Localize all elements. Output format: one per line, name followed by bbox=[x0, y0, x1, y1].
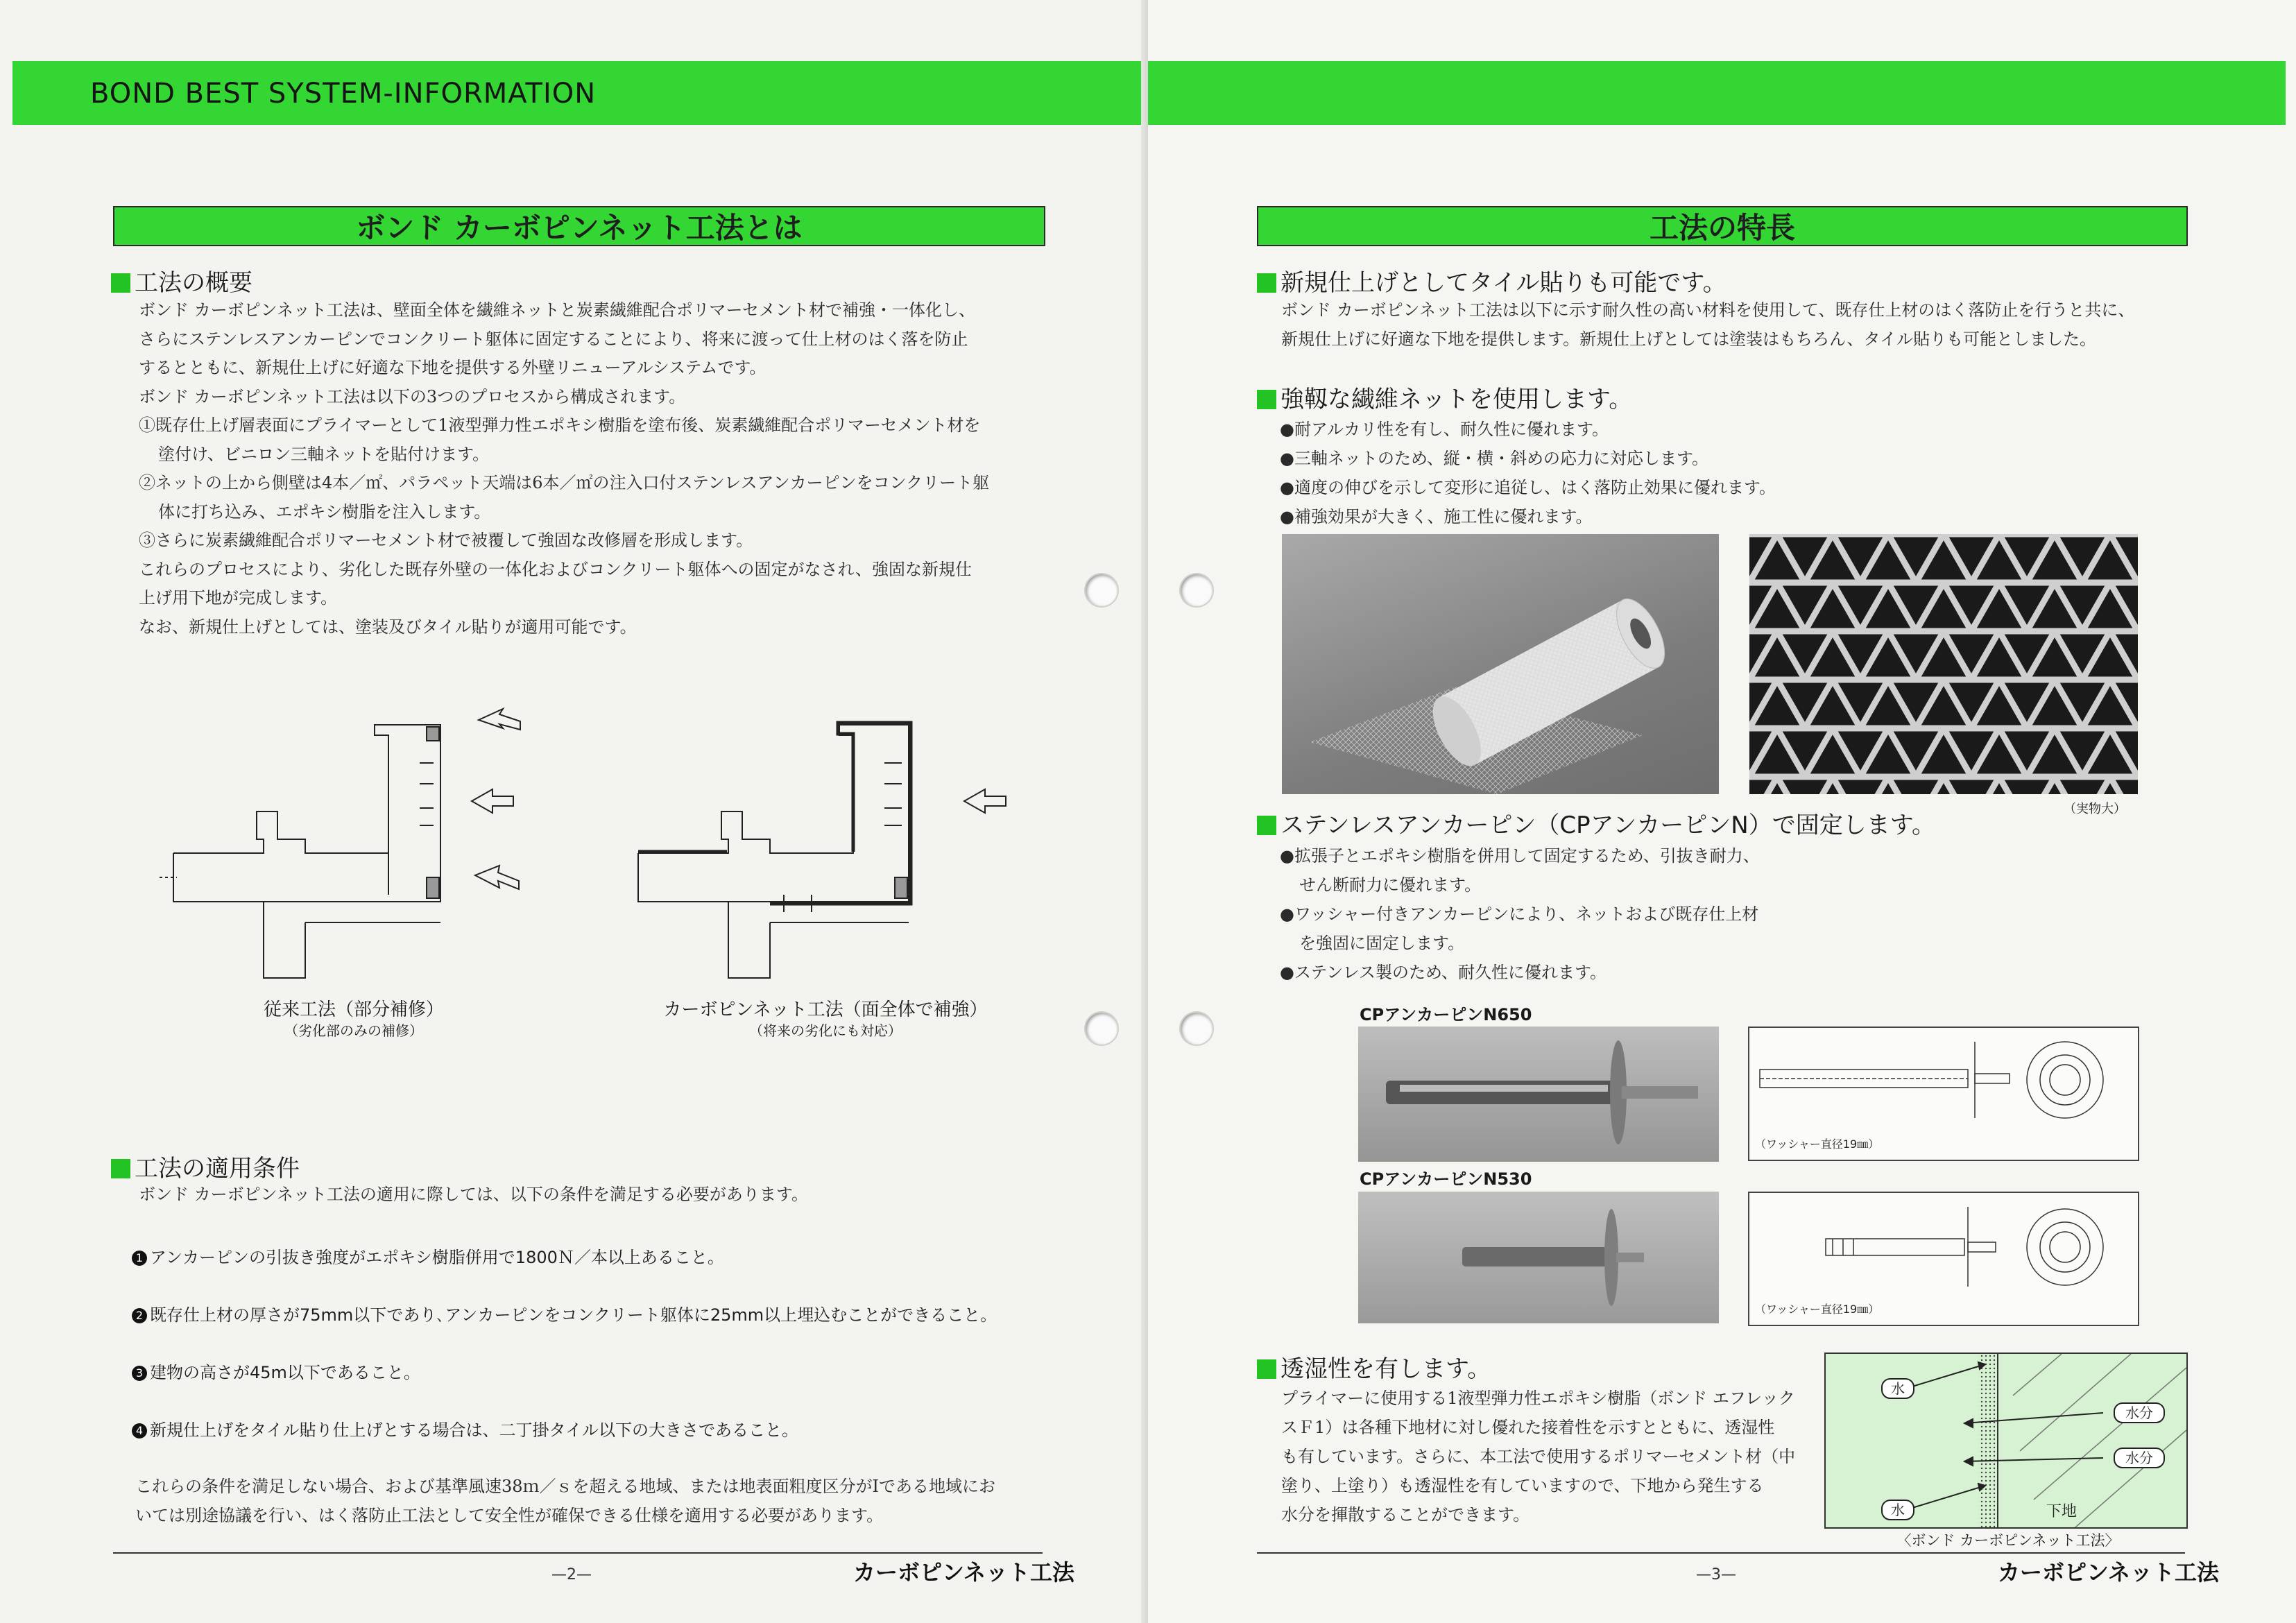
water-label: 水 bbox=[1881, 1378, 1914, 1399]
washer-note: （ワッシャー直径19㎜） bbox=[1755, 1303, 1880, 1316]
net-roll-photo bbox=[1282, 534, 1719, 794]
moisture-line: も有しています。さらに、本工法で使用するポリマーセメント材（中 bbox=[1281, 1447, 1796, 1466]
moisture-line: スＦ1）は各種下地材に対し優れた接着性を示すとともに、透湿性 bbox=[1281, 1418, 1775, 1437]
tile-line: ボンド カーボピンネット工法は以下に示す耐久性の高い材料を使用して、既存仕上材のはく落防止を行うと共に、 bbox=[1281, 300, 2135, 320]
carbopin-caption: カーボピンネット工法（面全体で補強） bbox=[663, 999, 988, 1020]
net-heading-text: 強靱な繊維ネットを使用します。 bbox=[1280, 386, 1633, 413]
bullet-item: を強固に固定します。 bbox=[1299, 934, 1465, 953]
anchor-bullets bbox=[1280, 841, 1760, 987]
footer-brand-left: カーボピンネット工法 bbox=[853, 1559, 1075, 1586]
binder-hole bbox=[1086, 1013, 1117, 1045]
overview-line: これらのプロセスにより、劣化した既存外壁の一体化およびコンクリート躯体への固定がなされ、強固な新規仕 bbox=[139, 559, 972, 579]
footer-rule bbox=[113, 1552, 1043, 1554]
header-band bbox=[1148, 61, 2286, 125]
overview-line: ①既存仕上げ層表面にプライマーとして1液型弾力性エポキシ樹脂を塗布後、炭素繊維配合ポリマーセメント材を bbox=[139, 415, 981, 435]
moisture-label: 水分 bbox=[2114, 1448, 2165, 1468]
condition-text: 既存仕上材の厚さが75mm以下であり､アンカーピンをコンクリート躯体に25mm以上埋込むことができること。 bbox=[150, 1305, 997, 1325]
carbopin-section-drawing bbox=[638, 723, 911, 978]
page-number-left: —2— bbox=[551, 1566, 592, 1583]
bullet-item: ●三軸ネットのため、縦・横・斜めの応力に対応します。 bbox=[1280, 449, 1709, 468]
number-badge: 1 bbox=[132, 1251, 147, 1266]
anchor-pin-n530-image bbox=[1358, 1192, 1719, 1323]
bullet-item: ●拡張子とエポキシ樹脂を併用して固定するため、引抜き耐力、 bbox=[1280, 846, 1760, 866]
overview-heading-text: 工法の概要 bbox=[135, 269, 252, 297]
n530-label: CPアンカーピンN530 bbox=[1360, 1169, 1532, 1189]
arrow-icon bbox=[964, 789, 1006, 813]
page-number-right: —3— bbox=[1696, 1566, 1736, 1583]
condition-item bbox=[132, 1416, 798, 1441]
conditions-heading bbox=[111, 1149, 300, 1183]
n650-technical-drawing bbox=[1749, 1028, 2138, 1132]
conditions-note bbox=[135, 1472, 995, 1530]
actual-size-caption: （実物大） bbox=[2064, 802, 2126, 816]
note-line: これらの条件を満足しない場合、および基準風速38ｍ／ｓを超える地域、または地表面粗度区分がⅠである地域にお bbox=[135, 1477, 996, 1496]
conventional-caption: 従来工法（部分補修） bbox=[263, 999, 444, 1020]
right-page bbox=[1148, 0, 2296, 1623]
moisture-text bbox=[1281, 1384, 1795, 1529]
green-square-icon bbox=[1257, 390, 1276, 409]
binder-hole bbox=[1181, 1013, 1213, 1045]
overview-line: 上げ用下地が完成します。 bbox=[139, 588, 338, 608]
moisture-line: プライマーに使用する1液型弾力性エポキシ樹脂（ボンド エフレック bbox=[1281, 1389, 1795, 1408]
bullet-item: ●ステンレス製のため、耐久性に優れます。 bbox=[1280, 963, 1607, 982]
condition-item bbox=[132, 1244, 724, 1268]
n530-technical-drawing bbox=[1749, 1193, 2138, 1297]
conditions-intro: ボンド カーボピンネット工法の適用に際しては、以下の条件を満足する必要があります。 bbox=[139, 1185, 808, 1204]
tile-heading bbox=[1257, 264, 1727, 298]
binder-hole bbox=[1181, 574, 1213, 606]
green-square-icon bbox=[1257, 816, 1276, 835]
condition-text: 新規仕上げをタイル貼り仕上げとする場合は、二丁掛タイル以下の大きさであること。 bbox=[150, 1420, 799, 1440]
moisture-diagram bbox=[1824, 1352, 2188, 1529]
n530-drawing bbox=[1748, 1192, 2139, 1326]
triaxial-net-image bbox=[1749, 534, 2138, 794]
moisture-line: 水分を揮散することができます。 bbox=[1281, 1505, 1530, 1525]
bullet-item: せん断耐力に優れます。 bbox=[1299, 875, 1482, 895]
substrate-label: 下地 bbox=[2046, 1503, 2077, 1520]
bullet-item: ●耐アルカリ性を有し、耐久性に優れます。 bbox=[1280, 420, 1609, 439]
anchor-pin-n650-image bbox=[1358, 1027, 1719, 1162]
bullet-item: ●適度の伸びを示して変形に追従し、はく落防止効果に優れます。 bbox=[1280, 478, 1776, 497]
moisture-heading bbox=[1257, 1350, 1491, 1384]
water-label: 水 bbox=[1881, 1500, 1914, 1520]
overview-line: ②ネットの上から側壁は4本／㎡、パラペット天端は6本／㎡の注入口付ステンレスアンカーピンをコンクリート躯 bbox=[139, 473, 990, 492]
arrow-icon bbox=[472, 709, 520, 889]
overview-line: ボンド カーボピンネット工法は以下の3つのプロセスから構成されます。 bbox=[139, 386, 686, 406]
green-square-icon bbox=[111, 273, 130, 293]
moisture-diagram-drawing bbox=[1826, 1354, 2186, 1527]
number-badge: 4 bbox=[132, 1423, 147, 1439]
net-roll-image bbox=[1282, 534, 1719, 794]
n530-photo bbox=[1358, 1192, 1719, 1323]
moisture-heading-text: 透湿性を有します。 bbox=[1280, 1355, 1491, 1383]
condition-item bbox=[132, 1359, 420, 1383]
number-badge: 2 bbox=[132, 1308, 147, 1323]
net-heading bbox=[1257, 380, 1632, 414]
footer-brand-right: カーボピンネット工法 bbox=[1998, 1559, 2220, 1586]
overview-line: ボンド カーボピンネット工法は、壁面全体を繊維ネットと炭素繊維配合ポリマーセメント材で補強・一体化し、 bbox=[139, 300, 975, 320]
note-line: いては別途協議を行い、はく落防止工法として安全性が確保できる仕様を適用する必要があります。 bbox=[135, 1505, 884, 1525]
conventional-subcaption: （劣化部のみの補修） bbox=[284, 1022, 423, 1039]
overview-line: ③さらに炭素繊維配合ポリマーセメント材で被覆して強固な改修層を形成します。 bbox=[139, 531, 753, 550]
carbopin-subcaption: （将来の劣化にも対応） bbox=[749, 1022, 902, 1039]
net-closeup-photo bbox=[1749, 534, 2138, 794]
overview-heading bbox=[111, 264, 252, 298]
n650-drawing bbox=[1748, 1027, 2139, 1161]
anchor-heading-text: ステンレスアンカーピン（CPアンカーピンN）で固定します。 bbox=[1280, 812, 1935, 839]
bullet-item: ●補強効果が大きく、施工性に優れます。 bbox=[1280, 507, 1593, 526]
tile-heading-text: 新規仕上げとしてタイル貼りも可能です。 bbox=[1280, 269, 1727, 297]
conventional-section-drawing bbox=[160, 725, 440, 978]
green-square-icon bbox=[1257, 273, 1276, 293]
binder-hole bbox=[1086, 574, 1117, 606]
overview-line: さらにステンレスアンカーピンでコンクリート躯体に固定することにより、将来に渡って仕上材のはく落を防止 bbox=[139, 329, 968, 349]
number-badge: 3 bbox=[132, 1366, 147, 1381]
overview-line: なお、新規仕上げとしては、塗装及びタイル貼りが適用可能です。 bbox=[139, 617, 637, 637]
moisture-line: 塗り、上塗り）も透湿性を有していますので、下地から発生する bbox=[1281, 1476, 1764, 1495]
method-comparison-diagram bbox=[160, 694, 1027, 985]
page-title-right: 工法の特長 bbox=[1257, 206, 2188, 246]
overview-line: 体に打ち込み、エポキシ樹脂を注入します。 bbox=[158, 501, 491, 522]
brand-header: BOND BEST SYSTEM-INFORMATION bbox=[90, 78, 597, 110]
n650-photo bbox=[1358, 1027, 1719, 1162]
moisture-diagram-caption: 〈ボンド カーボピンネット工法〉 bbox=[1896, 1532, 2120, 1549]
net-bullets bbox=[1280, 415, 1776, 531]
condition-text: 建物の高さが45m以下であること。 bbox=[150, 1363, 420, 1382]
green-square-icon bbox=[111, 1159, 130, 1178]
tile-text bbox=[1281, 296, 2134, 354]
anchor-heading bbox=[1257, 806, 1935, 840]
condition-item bbox=[132, 1301, 997, 1325]
condition-text: アンカーピンの引抜き強度がエポキシ樹脂併用で1800Ｎ／本以上あること。 bbox=[150, 1248, 724, 1267]
overview-line: するとともに、新規仕上げに好適な下地を提供する外壁リニューアルシステムです。 bbox=[139, 358, 766, 377]
page-title-left: ボンド カーボピンネット工法とは bbox=[113, 206, 1045, 246]
overview-text bbox=[139, 296, 989, 642]
moisture-label: 水分 bbox=[2114, 1402, 2165, 1423]
n650-label: CPアンカーピンN650 bbox=[1360, 1005, 1532, 1024]
conditions-heading-text: 工法の適用条件 bbox=[135, 1155, 300, 1183]
tile-line: 新規仕上げに好適な下地を提供します。新規仕上げとしては塗装はもちろん、タイル貼りも可能としました。 bbox=[1281, 329, 2097, 349]
overview-line: 塗付け、ビニロン三軸ネットを貼付けます。 bbox=[158, 444, 490, 464]
green-square-icon bbox=[1257, 1359, 1276, 1379]
footer-rule bbox=[1257, 1552, 2185, 1554]
washer-note: （ワッシャー直径19㎜） bbox=[1755, 1137, 1880, 1151]
bullet-item: ●ワッシャー付きアンカーピンにより、ネットおよび既存仕上材 bbox=[1280, 904, 1759, 924]
